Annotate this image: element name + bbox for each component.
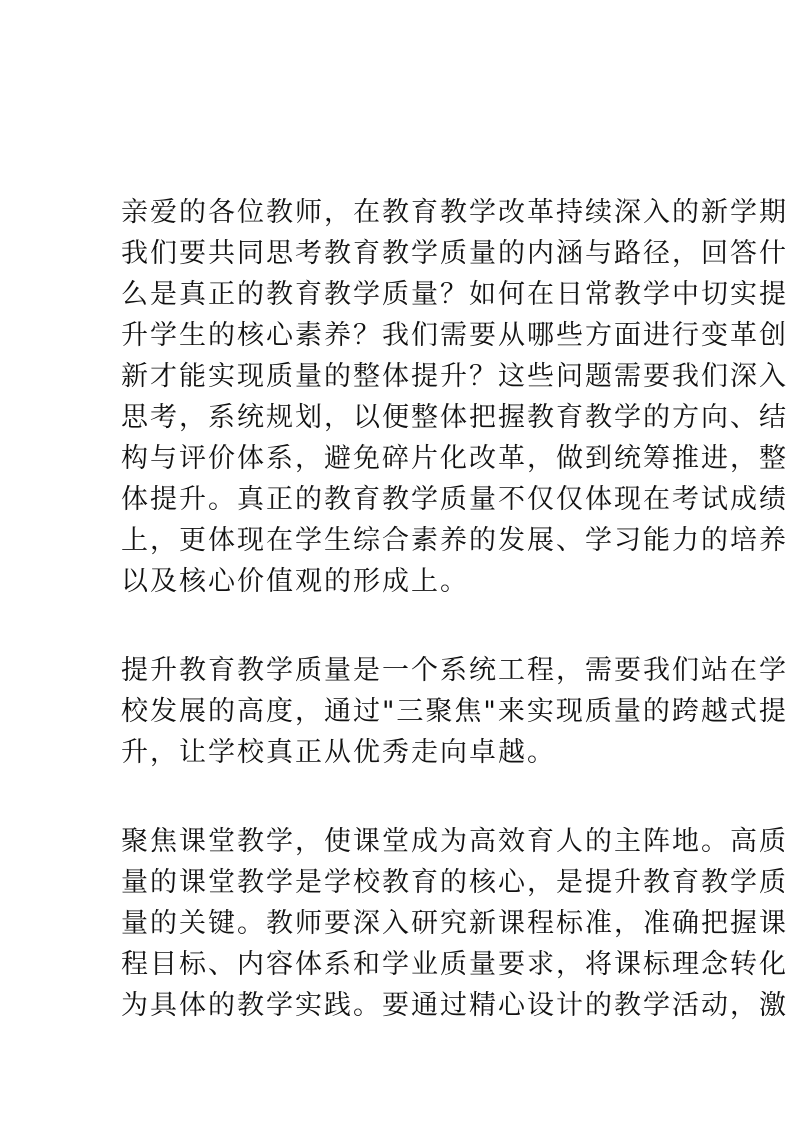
text-line: 量的关键。教师要深入研究新课程标准，准确把握课 [121,908,788,939]
text-line: 构与评价体系，避免碎片化改革，做到统筹推进，整 [121,443,788,474]
text-line: 校发展的高度，通过"三聚焦"来实现质量的跨越式提 [121,696,788,727]
document-page [121,192,788,1074]
text-line: 新才能实现质量的整体提升？这些问题需要我们深入 [121,361,788,392]
paragraph-classroom-focus [121,821,788,1026]
text-line: 提升教育教学质量是一个系统工程，需要我们站在学 [121,655,788,686]
text-line: 程目标、内容体系和学业质量要求，将课标理念转化 [121,949,788,980]
paragraph-system-engineering [121,650,788,773]
text-line: 升，让学校真正从优秀走向卓越。 [121,737,556,768]
paragraph-intro [121,192,788,602]
text-line: 体提升。真正的教育教学质量不仅仅体现在考试成绩 [121,484,788,515]
text-line: 么是真正的教育教学质量？如何在日常教学中切实提 [121,279,788,310]
text-line: 上，更体现在学生综合素养的发展、学习能力的培养 [121,525,788,556]
text-line: 思考，系统规划，以便整体把握教育教学的方向、结 [121,402,788,433]
text-line: 聚焦课堂教学，使课堂成为高效育人的主阵地。高质 [121,826,788,857]
text-line: 为具体的教学实践。要通过精心设计的教学活动，激 [121,990,788,1021]
text-line: 量的课堂教学是学校教育的核心，是提升教育教学质 [121,867,788,898]
text-line: 我们要共同思考教育教学质量的内涵与路径，回答什 [121,238,788,269]
text-line: 升学生的核心素养？我们需要从哪些方面进行变革创 [121,320,788,351]
text-line: 以及核心价值观的形成上。 [121,566,469,597]
text-line: 亲爱的各位教师，在教育教学改革持续深入的新学期 [121,197,788,228]
